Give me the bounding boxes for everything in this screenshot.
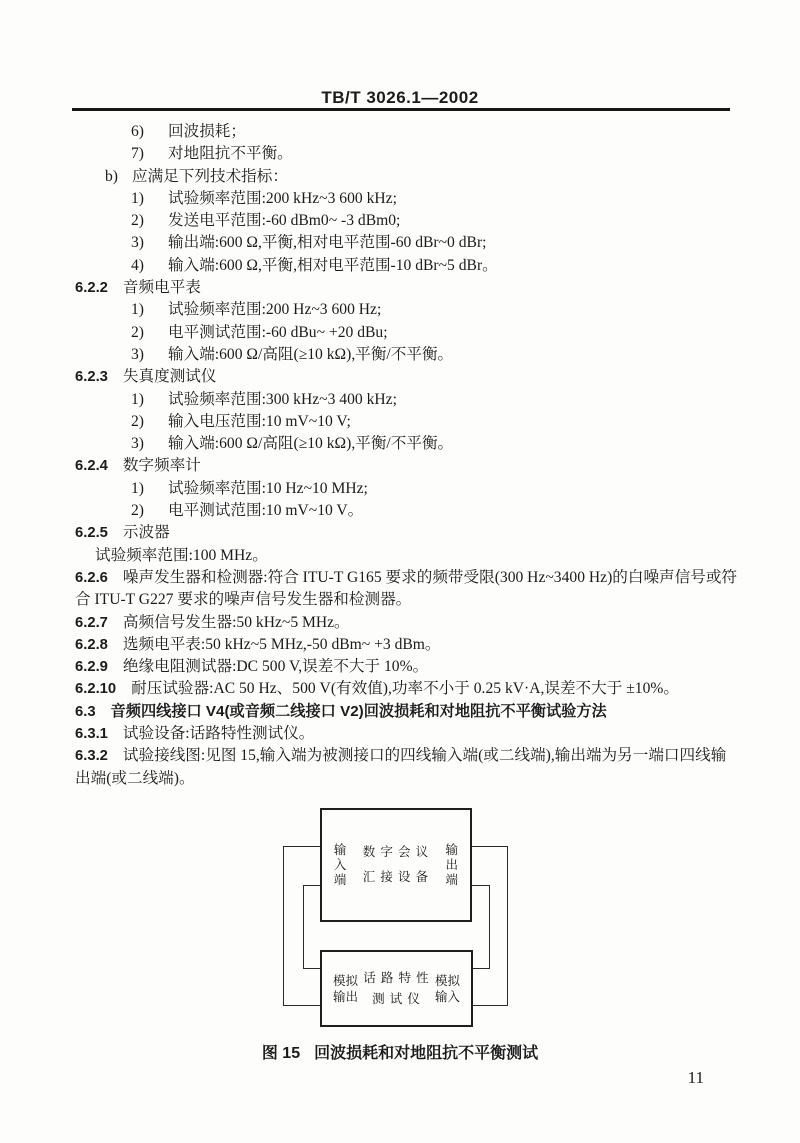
clause-number: 6.2.3: [75, 369, 108, 386]
page-number: 11: [687, 1068, 704, 1087]
clause-number: 6.2.7: [75, 614, 108, 631]
list-item: [75, 166, 735, 188]
clause-line: [75, 701, 735, 723]
list-item: [75, 210, 735, 232]
line-text: 噪声发生器和检测器:符合 ITU-T G165 要求的频带受限(300 Hz~3400 Hz)的白噪声信号或符: [122, 568, 738, 586]
line-text: 输入电压范围:10 mV~10 V;: [168, 412, 351, 430]
clause-number: 6.2.5: [75, 525, 108, 542]
list-marker: b): [105, 167, 118, 185]
analog-input-line1: 模拟: [434, 973, 460, 988]
list-item: [75, 545, 735, 567]
list-marker: 1): [131, 301, 144, 319]
line-text: 耐压试验器:AC 50 Hz、500 V(有效值),功率不小于 0.25 kV·A,误差不大于 ±10%。: [131, 680, 679, 698]
line-text: 试验频率范围:200 Hz~3 600 Hz;: [168, 301, 382, 319]
list-item: [75, 188, 735, 210]
list-marker: 3): [131, 234, 144, 252]
clause-number: 6.2.4: [75, 458, 108, 475]
channel-tester-box: [320, 950, 473, 1027]
list-item: [75, 433, 735, 455]
analog-input-line2: 输入: [434, 989, 460, 1004]
list-item: [75, 768, 735, 790]
line-text: 对地阻抗不平衡。: [168, 145, 293, 163]
clause-number: 6.3.2: [75, 748, 108, 765]
header-divider: [72, 108, 730, 111]
line-text: 试验设备:话路特性测试仪。: [122, 725, 315, 743]
clause-line: [75, 522, 735, 544]
list-item: [75, 411, 735, 433]
list-marker: 1): [131, 479, 144, 497]
line-text: 试验频率范围:10 Hz~10 MHz;: [168, 479, 368, 497]
clause-line: [75, 567, 738, 589]
line-text: 数字频率计: [122, 457, 201, 475]
line-text: 音频电平表: [122, 279, 201, 297]
analog-output-line2: 输出: [333, 989, 359, 1004]
list-item: [75, 232, 735, 254]
line-text: 合 ITU-T G227 要求的噪声信号发生器和检测器。: [75, 591, 412, 609]
list-marker: 2): [131, 412, 144, 430]
clause-line: [75, 656, 735, 678]
clause-line: [75, 455, 735, 477]
figure-caption-text: 回波损耗和对地阻抗不平衡测试: [314, 1045, 539, 1062]
clause-line: [75, 723, 735, 745]
line-text: 电平测试范围:10 mV~10 V。: [168, 502, 364, 520]
line-text: 输入端:600 Ω/高阻(≥10 kΩ),平衡/不平衡。: [168, 435, 454, 453]
output-port-label: 输出端: [445, 842, 459, 887]
list-marker: 7): [131, 145, 144, 163]
clause-line: [75, 366, 735, 388]
line-text: 输入端:600 Ω/高阻(≥10 kΩ),平衡/不平衡。: [168, 345, 454, 363]
analog-input-label: [435, 973, 460, 1005]
bottom-box-title-line2: 测 试 仪: [372, 991, 421, 1006]
list-item: [75, 255, 735, 277]
top-box-title: [363, 840, 429, 890]
bottom-box-title-line1: 话 路 特 性: [363, 970, 430, 985]
digital-conference-equipment-box: [320, 808, 472, 922]
analog-output-line1: 模拟: [333, 973, 359, 988]
clause-number: 6.2.2: [75, 280, 108, 297]
figure-15-diagram: [0, 800, 800, 1090]
clause-line: [75, 612, 735, 634]
top-box-title-line1: 数 字 会 议: [362, 845, 430, 859]
bottom-box-title: [363, 968, 429, 1010]
line-text: 高频信号发生器:50 kHz~5 MHz。: [122, 613, 350, 631]
line-text: 试验频率范围:200 kHz~3 600 kHz;: [168, 189, 397, 207]
line-text: 发送电平范围:-60 dBm0~ -3 dBm0;: [168, 212, 401, 230]
list-item: [75, 322, 735, 344]
list-marker: 4): [131, 256, 144, 274]
clause-line: [75, 745, 735, 767]
input-port-label: 输入端: [333, 842, 347, 887]
figure-caption-label: 图 15: [261, 1045, 301, 1062]
list-item: [75, 500, 735, 522]
clause-number: 6.2.6: [75, 569, 108, 586]
line-text: 音频四线接口 V4(或音频二线接口 V2)回波损耗和对地阻抗不平衡试验方法: [110, 702, 607, 720]
line-text: 示波器: [122, 524, 170, 542]
analog-output-label: [333, 973, 358, 1005]
line-text: 应满足下列技术指标：: [132, 167, 288, 185]
list-marker: 3): [131, 345, 144, 363]
clause-number: 6.2.9: [75, 659, 108, 676]
line-text: 回波损耗；: [168, 123, 246, 140]
line-text: 失真度测试仪: [122, 368, 217, 386]
list-item: [75, 478, 735, 500]
standard-number-header: TB/T 3026.1—2002: [321, 88, 479, 107]
line-text: 试验接线图:见图 15,输入端为被测接口的四线输入端(或二线端),输出端为另一端口四线输: [122, 747, 727, 765]
clause-line: [75, 634, 735, 656]
clause-number: 6.2.10: [75, 681, 117, 698]
figure-caption: [0, 1040, 800, 1063]
line-text: 电平测试范围:-60 dBu~ +20 dBu;: [168, 323, 388, 341]
list-item: [75, 143, 735, 165]
clause-line: [75, 678, 735, 700]
list-item: [75, 589, 735, 611]
list-marker: 2): [131, 212, 144, 230]
list-marker: 3): [131, 435, 144, 453]
list-marker: 1): [131, 390, 144, 408]
clause-number: 6.2.8: [75, 636, 108, 653]
list-marker: 2): [131, 323, 144, 341]
list-item: [75, 344, 735, 366]
list-marker: 2): [131, 502, 144, 520]
list-item: [75, 121, 735, 143]
line-text: 输入端:600 Ω,平衡,相对电平范围-10 dBr~5 dBr。: [168, 256, 498, 274]
list-item: [75, 389, 735, 411]
line-text: 绝缘电阻测试器:DC 500 V,误差不大于 10%。: [122, 658, 429, 676]
top-box-title-line2: 汇 接 设 备: [362, 870, 430, 884]
clause-line: [75, 277, 735, 299]
list-marker: 1): [131, 189, 144, 207]
line-text: 试验频率范围:100 MHz。: [95, 546, 268, 564]
body-text: [75, 121, 738, 790]
clause-number: 6.3: [75, 703, 96, 720]
line-text: 选频电平表:50 kHz~5 MHz,-50 dBm~ +3 dBm。: [122, 635, 441, 653]
line-text: 出端(或二线端)。: [75, 769, 195, 787]
list-item: [75, 299, 735, 321]
clause-number: 6.3.1: [75, 726, 108, 743]
line-text: 输出端:600 Ω,平衡,相对电平范围-60 dBr~0 dBr;: [168, 234, 487, 252]
list-marker: 6): [131, 123, 144, 140]
line-text: 试验频率范围:300 kHz~3 400 kHz;: [168, 390, 397, 408]
